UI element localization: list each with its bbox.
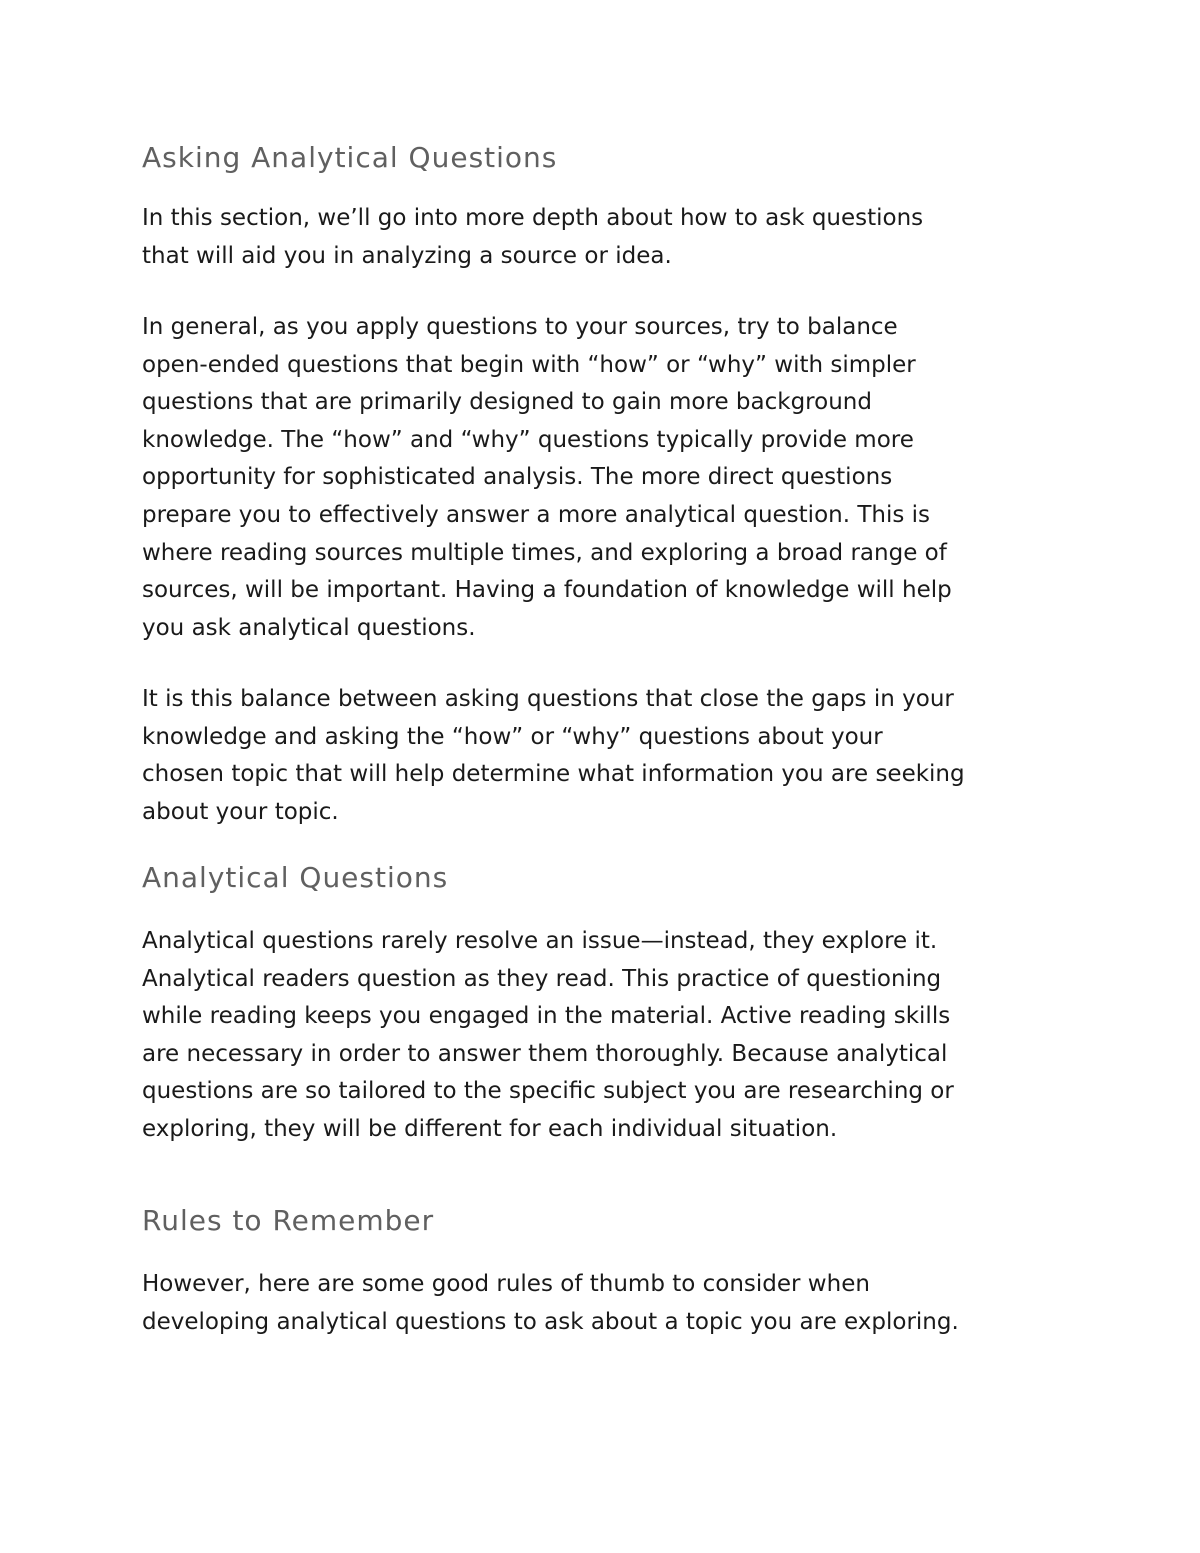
text-line: sources, will be important. Having a foundation of knowledge will help (142, 577, 952, 604)
text-line: where reading sources multiple times, and exploring a broad range of (142, 539, 947, 566)
section-heading-analytical-questions: Analytical Questions (142, 861, 449, 894)
text-line: knowledge. The “how” and “why” questions typically provide more (142, 426, 914, 453)
text-line: you ask analytical questions. (142, 614, 476, 641)
text-line: prepare you to effectively answer a more analytical question. This is (142, 501, 931, 528)
text-line: are necessary in order to answer them thoroughly. Because analytical (142, 1040, 948, 1067)
paragraph-intro (142, 200, 1062, 275)
text-line: that will aid you in analyzing a source or idea. (142, 242, 672, 269)
text-line: Analytical questions rarely resolve an issue—instead, they explore it. (142, 928, 938, 954)
paragraph-analytical-questions (142, 923, 1062, 1149)
paragraph-rules (142, 1266, 1062, 1341)
text-line: chosen topic that will help determine what information you are seeking (142, 761, 965, 788)
text-line: In this section, we’ll go into more depth about how to ask questions (142, 205, 924, 231)
text-line: developing analytical questions to ask about a topic you are exploring. (142, 1308, 959, 1335)
text-line: In general, as you apply questions to your sources, try to balance (142, 314, 898, 340)
paragraph-gaps (142, 681, 1062, 831)
text-line: questions are so tailored to the specific subject you are researching or (142, 1078, 954, 1105)
text-line: opportunity for sophisticated analysis. The more direct questions (142, 464, 893, 491)
section-heading-rules-to-remember: Rules to Remember (142, 1204, 435, 1237)
text-line: knowledge and asking the “how” or “why” questions about your (142, 723, 883, 750)
paragraph-balance (142, 309, 1062, 647)
text-line: while reading keeps you engaged in the material. Active reading skills (142, 1003, 951, 1030)
text-line: exploring, they will be different for each individual situation. (142, 1115, 838, 1142)
text-line: However, here are some good rules of thumb to consider when (142, 1271, 870, 1297)
text-line: questions that are primarily designed to gain more background (142, 389, 872, 416)
text-line: open-ended questions that begin with “how” or “why” with simpler (142, 351, 916, 378)
text-line: It is this balance between asking questions that close the gaps in your (142, 686, 954, 712)
text-line: about your topic. (142, 798, 339, 825)
section-heading-asking-analytical-questions: Asking Analytical Questions (142, 141, 558, 174)
text-line: Analytical readers question as they read. This practice of questioning (142, 965, 942, 992)
